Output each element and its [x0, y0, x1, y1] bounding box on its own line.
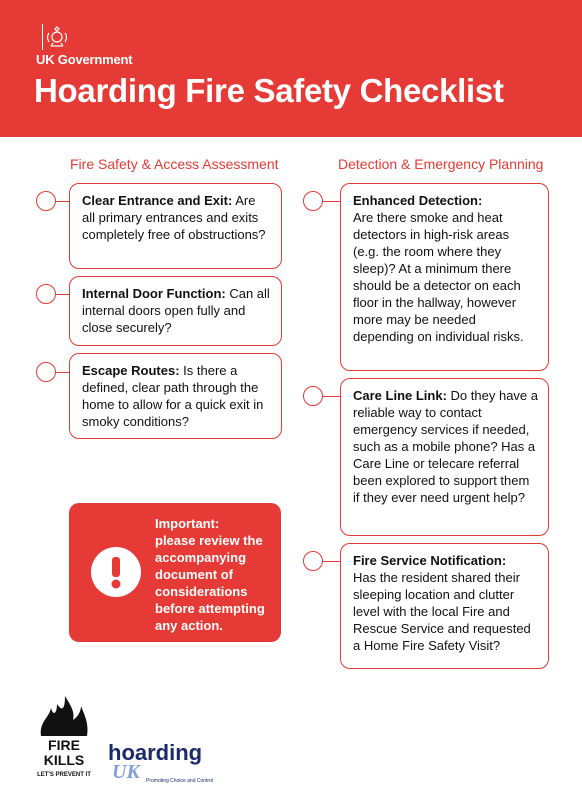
item-body: Are all primary entrances and exits completely free of obstructions? — [82, 193, 266, 242]
item-title: Clear Entrance and Exit: — [82, 193, 233, 208]
item-title: Care Line Link: — [353, 388, 447, 403]
item-body: Has the resident shared their sleeping location and clutter level with the local Fire and Rescue Service and requested a Home Fire Safety Visit? — [353, 570, 531, 653]
page-title: Hoarding Fire Safety Checklist — [34, 72, 504, 109]
item-body: Are there smoke and heat detectors in high-risk areas (e.g. the room where they sleep)? At a minimum there should be a detector on each floor in the hallway, however more may be needed depending on individual risks. — [353, 210, 524, 344]
checklist-item-enhanced-detection — [340, 183, 549, 371]
fire-kills-line2: KILLS — [43, 752, 85, 768]
royal-crest-icon — [42, 24, 71, 50]
exclamation-icon — [91, 547, 141, 597]
checkbox-circle[interactable] — [36, 191, 56, 211]
item-title: Fire Service Notification: — [353, 553, 507, 568]
item-body: Is there a defined, clear path through the home to allow for a quick exit in smoky conditions? — [82, 363, 264, 429]
left-column-heading: Fire Safety & Access Assessment — [70, 156, 279, 172]
checklist-item-care-line — [340, 378, 549, 536]
checkbox-circle[interactable] — [303, 191, 323, 211]
fire-kills-line1: FIRE — [48, 737, 80, 753]
checklist-item-escape-routes — [69, 353, 282, 439]
item-body: Do they have a reliable way to contact emergency services if needed, such as a mobile phone? Has a Care Line or telecare referral been explored to support them if they ever need urgent help? — [353, 388, 538, 505]
hoarding-tagline: Promoting Choice and Control — [146, 778, 213, 784]
connector-line — [323, 561, 341, 562]
checklist-item-fire-service — [340, 543, 549, 669]
connector-line — [56, 372, 70, 373]
checklist-item-clear-entrance — [69, 183, 282, 269]
checkbox-circle[interactable] — [303, 386, 323, 406]
page-header — [0, 0, 582, 137]
checklist-item-internal-door — [69, 276, 282, 346]
item-title: Internal Door Function: — [82, 286, 226, 301]
important-body: please review the accompanying document of considerations before attempting any action. — [155, 533, 265, 633]
connector-line — [323, 201, 341, 202]
important-notice — [69, 503, 281, 642]
hoarding-uk-logo — [108, 736, 228, 788]
checkbox-circle[interactable] — [36, 284, 56, 304]
fire-kills-tagline: LET'S PREVENT IT — [37, 772, 91, 778]
connector-line — [56, 201, 70, 202]
connector-line — [323, 396, 341, 397]
important-label: Important: — [155, 516, 220, 531]
hoarding-uk-text: UK — [112, 761, 140, 783]
checkbox-circle[interactable] — [303, 551, 323, 571]
checkbox-circle[interactable] — [36, 362, 56, 382]
org-name: UK Government — [36, 52, 133, 67]
important-text — [155, 515, 285, 634]
right-column-heading: Detection & Emergency Planning — [338, 156, 544, 172]
item-title: Enhanced Detection: — [353, 193, 483, 208]
fire-kills-logo — [35, 688, 93, 784]
item-title: Escape Routes: — [82, 363, 180, 378]
item-body: Can all internal doors open fully and close securely? — [82, 286, 270, 335]
hoarding-text: hoarding — [108, 740, 203, 765]
connector-line — [56, 294, 70, 295]
